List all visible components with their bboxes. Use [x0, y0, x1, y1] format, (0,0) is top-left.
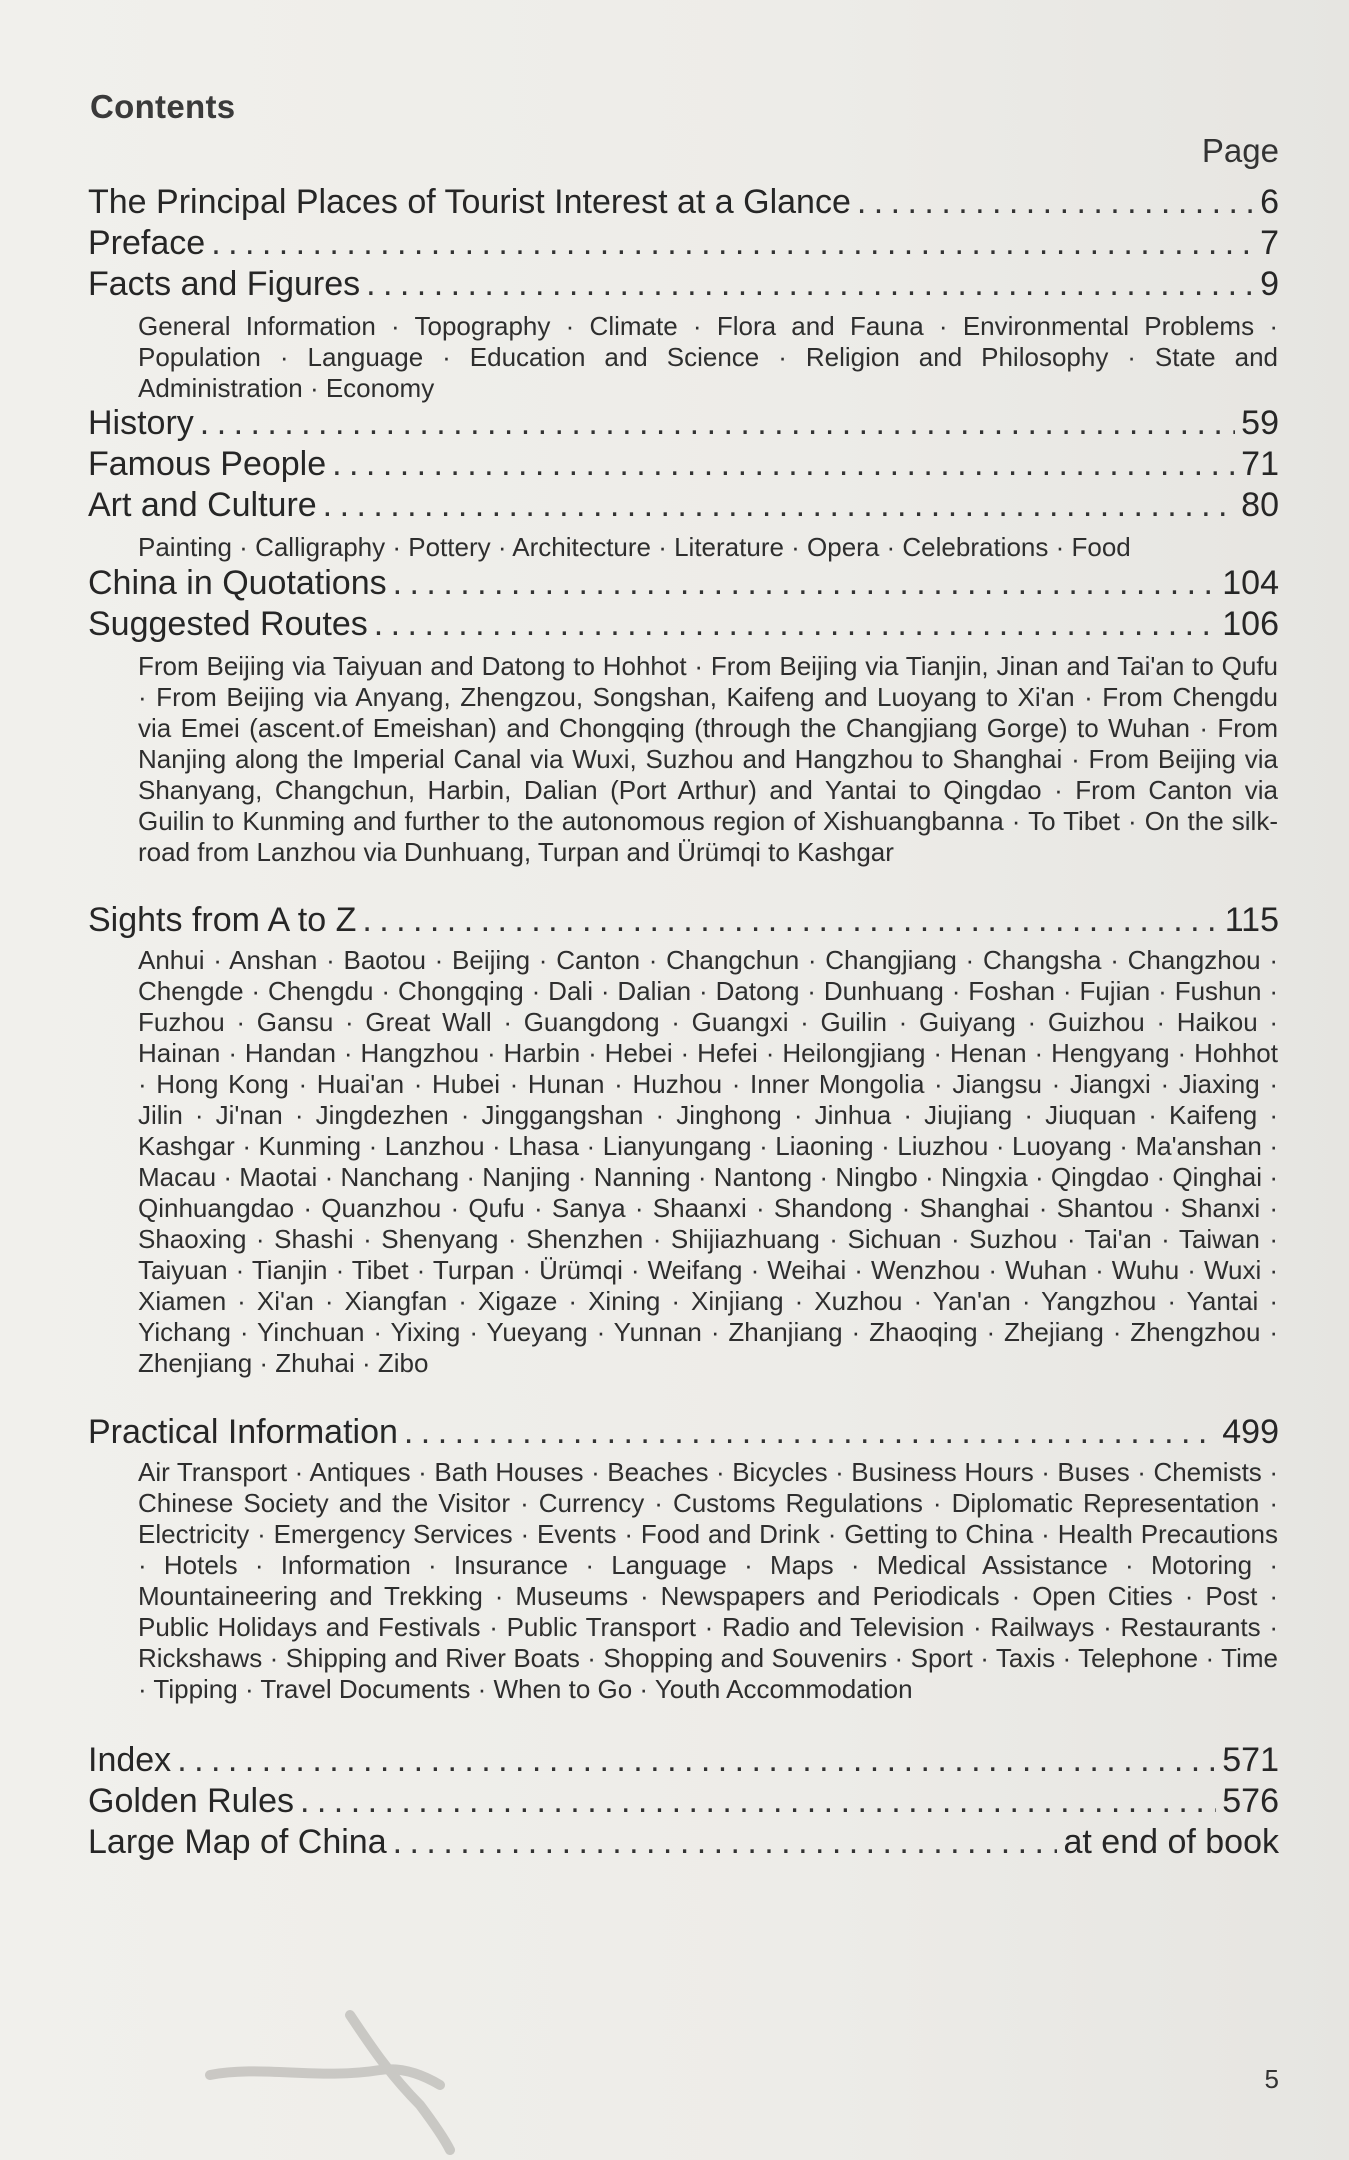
subentry-text: Air Transport · Antiques · Bath Houses · Beaches · Bicycles · Business Hours · Buses · Chemists · Chinese Society and the Visitor · Currency · Customs Regulations · Diplomatic Representation · Electricity · Emergency Services · Events · Food and Drink · Getting to China · Health Precautions · Hotels · Information · Insurance · Language · Maps · Medical Assistance · Motoring · Mountaineering and Trekking · Museums · Newspapers and Periodicals · Open Cities · Post · Public Holidays and Festivals · Public Transport · Radio and Television · Railways · Restaurants · Rickshaws · Shipping and River Boats · Shopping and Souvenirs · Sport · Taxis · Telephone · Time · Tipping · Travel Documents · When to Go · Youth Accommodation: [138, 1457, 1278, 1704]
entry-page: 71: [1241, 445, 1279, 483]
toc-entry[interactable]: [88, 604, 1279, 644]
entry-page: 576: [1222, 1782, 1279, 1820]
entry-page: 80: [1241, 486, 1279, 524]
entry-page: at end of book: [1063, 1823, 1279, 1861]
leader-dots: [404, 1412, 1216, 1452]
toc-entry[interactable]: [88, 182, 1279, 222]
toc-entry[interactable]: [88, 900, 1279, 940]
entry-title: Preface: [88, 224, 206, 262]
entry-title: Index: [88, 1741, 172, 1779]
entry-page: 106: [1222, 605, 1279, 643]
entry-title: China in Quotations: [88, 564, 387, 602]
entry-title: Suggested Routes: [88, 605, 368, 643]
entry-page: 7: [1260, 224, 1279, 262]
entry-title: Art and Culture: [88, 486, 317, 524]
toc-entry[interactable]: [88, 1781, 1279, 1821]
entry-page: 571: [1222, 1741, 1279, 1779]
entry-page: 499: [1222, 1413, 1279, 1451]
leader-dots: [393, 1822, 1058, 1862]
leader-dots: [323, 485, 1236, 525]
toc-entry[interactable]: [88, 485, 1279, 525]
leader-dots: [362, 900, 1218, 940]
entry-page: 59: [1241, 404, 1279, 442]
toc-entry[interactable]: [88, 264, 1279, 304]
subentry-text: From Beijing via Taiyuan and Datong to Hohhot · From Beijing via Tianjin, Jinan and Tai'an to Qufu · From Beijing via Anyang, Zhengzou, Songshan, Kaifeng and Luoyang to Xi'an · From Chengdu via Emei (ascent.of Emeishan) and Chongqing (through the Changjiang Gorge) to Wuhan · From Nanjing along the Imperial Canal via Wuxi, Suzhou and Hangzhou to Shanghai · From Beijing via Shanyang, Changchun, Harbin, Dalian (Port Arthur) and Yantai to Qingdao · From Canton via Guilin to Kunming and further to the autonomous region of Xishuangbanna · To Tibet · On the silk-road from Lanzhou via Dunhuang, Turpan and Ürümqi to Kashgar: [138, 651, 1278, 867]
subentry-text: Anhui · Anshan · Baotou · Beijing · Canton · Changchun · Changjiang · Changsha · Changzhou · Chengde · Chengdu · Chongqing · Dali · Dalian · Datong · Dunhuang · Foshan · Fujian · Fushun · Fuzhou · Gansu · Great Wall · Guangdong · Guangxi · Guilin · Guiyang · Guizhou · Haikou · Hainan · Handan · Hangzhou · Harbin · Hebei · Hefei · Heilongjiang · Henan · Hengyang · Hohhot · Hong Kong · Huai'an · Hubei · Hunan · Huzhou · Inner Mongolia · Jiangsu · Jiangxi · Jiaxing · Jilin · Ji'nan · Jingdezhen · Jinggangshan · Jinghong · Jinhua · Jiujiang · Jiuquan · Kaifeng · Kashgar · Kunming · Lanzhou · Lhasa · Lianyungang · Liaoning · Liuzhou · Luoyang · Ma'anshan · Macau · Maotai · Nanchang · Nanjing · Nanning · Nantong · Ningbo · Ningxia · Qingdao · Qinghai · Qinhuangdao · Quanzhou · Qufu · Sanya · Shaanxi · Shandong · Shanghai · Shantou · Shanxi · Shaoxing · Shashi · Shenyang · Shenzhen · Shijiazhuang · Sichuan · Suzhou · Tai'an · Taiwan · Taiyuan · Tianjin · Tibet · Turpan · Ürümqi · Weifang · Weihai · Wenzhou · Wuhan · Wuhu · Wuxi · Xiamen · Xi'an · Xiangfan · Xigaze · Xining · Xinjiang · Xuzhou · Yan'an · Yangzhou · Yantai · Yichang · Yinchuan · Yixing · Yueyang · Yunnan · Zhanjiang · Zhaoqing · Zhejiang · Zhengzhou · Zhenjiang · Zhuhai · Zibo: [138, 945, 1278, 1378]
entry-title: Famous People: [88, 445, 327, 483]
entry-page: 115: [1224, 901, 1279, 939]
entry-title: Golden Rules: [88, 1782, 295, 1820]
toc-entry[interactable]: [88, 1412, 1279, 1452]
entry-title: History: [88, 404, 194, 442]
toc-entry[interactable]: [88, 444, 1279, 484]
subentry-text: Painting · Calligraphy · Pottery · Architecture · Literature · Opera · Celebrations · Food: [138, 532, 1131, 562]
toc-entry[interactable]: [88, 1822, 1279, 1862]
leader-dots: [200, 403, 1235, 443]
entry-page: 9: [1260, 265, 1279, 303]
leader-dots: [374, 604, 1217, 644]
leader-dots: [332, 444, 1235, 484]
entry-page: 104: [1222, 564, 1279, 602]
entry-title: Large Map of China: [88, 1823, 387, 1861]
leader-dots: [177, 1740, 1216, 1780]
page-column-label: Page: [1201, 132, 1279, 169]
toc-entry[interactable]: [88, 403, 1279, 443]
pencil-scribble-mark: [200, 1955, 500, 2155]
entry-title: Sights from A to Z: [88, 901, 357, 939]
toc-entry[interactable]: [88, 223, 1279, 263]
leader-dots: [211, 223, 1254, 263]
leader-dots: [366, 264, 1254, 304]
toc-entry[interactable]: [88, 563, 1279, 603]
subentry-text: General Information · Topography · Climate · Flora and Fauna · Environmental Problems · Population · Language · Education and Science · Religion and Philosophy · State and Administration · Economy: [138, 311, 1278, 403]
entry-title: Facts and Figures: [88, 265, 361, 303]
leader-dots: [393, 563, 1217, 603]
page-number: 5: [1264, 2064, 1279, 2094]
leader-dots: [300, 1781, 1216, 1821]
leader-dots: [857, 182, 1254, 222]
entry-title: Practical Information: [88, 1413, 398, 1451]
entry-title: The Principal Places of Tourist Interest at a Glance: [88, 183, 851, 221]
contents-heading: Contents: [90, 88, 236, 125]
toc-entry[interactable]: [88, 1740, 1279, 1780]
entry-page: 6: [1260, 183, 1279, 221]
